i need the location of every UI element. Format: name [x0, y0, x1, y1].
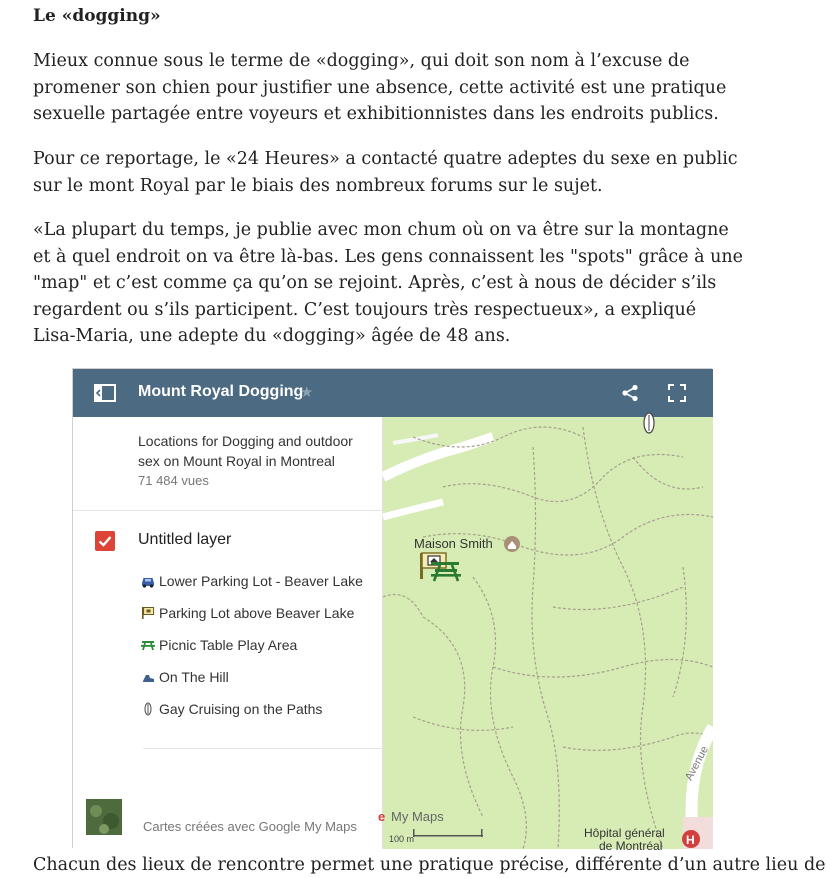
- flag-icon: [140, 606, 156, 620]
- paragraph-line: et à quel endroit on va être là-bas. Les gens connaissent les "spots" grâce à une: [33, 246, 743, 267]
- map-label-maison-smith: Maison Smith: [414, 536, 493, 551]
- car-icon: [140, 574, 156, 588]
- divider: [143, 748, 383, 749]
- my-maps-logo: My Maps: [391, 809, 444, 824]
- fullscreen-icon[interactable]: [668, 384, 686, 402]
- map-label-avenue: Avenue: [683, 744, 712, 783]
- view-count: 71 484 vues: [138, 473, 209, 488]
- paragraph-line: Mieux connue sous le terme de «dogging», qui doit son nom à l’excuse de: [33, 51, 690, 71]
- paragraph-line: Lisa-Maria, une adepte du «dogging» âgée de 48 ans.: [33, 326, 511, 346]
- map-thumbnail[interactable]: [86, 799, 122, 835]
- list-item-label: On The Hill: [159, 669, 229, 685]
- paragraph-3: [33, 217, 743, 350]
- map-header: [73, 369, 713, 417]
- footer-credit[interactable]: Cartes créées avec Google My Maps: [143, 819, 357, 834]
- map-label-hospital-line2: de Montréal: [599, 839, 663, 853]
- list-item-lower-parking[interactable]: [140, 573, 363, 589]
- article-heading: Le «dogging»: [33, 6, 161, 26]
- figure-icon: [140, 702, 156, 716]
- boot-icon: [140, 670, 156, 684]
- map-side-panel: [73, 417, 386, 849]
- paragraph-line: regardent ou s’ils participent. C’est toujours très respectueux», a expliqué: [33, 299, 697, 320]
- map-title[interactable]: Mount Royal Dogging: [138, 383, 304, 400]
- map-label-hospital: Hôpital général: [584, 826, 665, 840]
- list-item-gay-cruising[interactable]: [140, 701, 322, 717]
- paragraph-line: sexuelle partagée entre voyeurs et exhibitionnistes dans les endroits publics.: [33, 104, 719, 124]
- paragraph-line: Pour ce reportage, le «24 Heures» a contacté quatre adeptes du sexe en public: [33, 149, 738, 169]
- list-item-parking-above[interactable]: [140, 605, 354, 621]
- list-item-label: Picnic Table Play Area: [159, 637, 298, 653]
- layer-title[interactable]: Untitled layer: [138, 531, 232, 548]
- svg-text:H: H: [686, 833, 695, 847]
- paragraph-line: sur le mont Royal par le biais des nombreux forums sur le sujet.: [33, 175, 603, 196]
- divider: [73, 510, 383, 511]
- list-item-label: Lower Parking Lot - Beaver Lake: [159, 573, 363, 589]
- paragraph-line: «La plupart du temps, je publie avec mon chum où on va être sur la montagne: [33, 220, 729, 240]
- layer-checkbox[interactable]: [95, 531, 115, 551]
- map-canvas[interactable]: [378, 417, 713, 853]
- map-description: Locations for Dogging and outdoor sex on Mount Royal in Montreal: [138, 433, 353, 469]
- picnic-table-icon: [140, 638, 156, 652]
- scale-label: 100 m: [389, 834, 415, 844]
- open-panel-icon[interactable]: [94, 384, 116, 402]
- paragraph-line: "map" et c’est comme ça qu’on se rejoint. Après, c’est à nous de décider s’ils: [33, 273, 717, 293]
- google-logo-fragment: e: [378, 809, 386, 824]
- list-item-picnic[interactable]: [140, 637, 297, 653]
- paragraph-2: [33, 146, 738, 199]
- paragraph-1: [33, 48, 726, 128]
- list-item-label: Gay Cruising on the Paths: [159, 701, 323, 717]
- map-embed[interactable]: [72, 368, 712, 853]
- star-icon[interactable]: ★: [300, 383, 314, 401]
- list-item-hill[interactable]: [140, 669, 229, 685]
- list-item-label: Parking Lot above Beaver Lake: [159, 605, 355, 621]
- paragraph-line: promener son chien pour justifier une absence, cette activité est une pratique: [33, 77, 727, 98]
- share-icon[interactable]: [621, 384, 639, 402]
- paragraph-tail: Chacun des lieux de rencontre permet une pratique précise, différente d’un autre lieu de: [33, 855, 826, 875]
